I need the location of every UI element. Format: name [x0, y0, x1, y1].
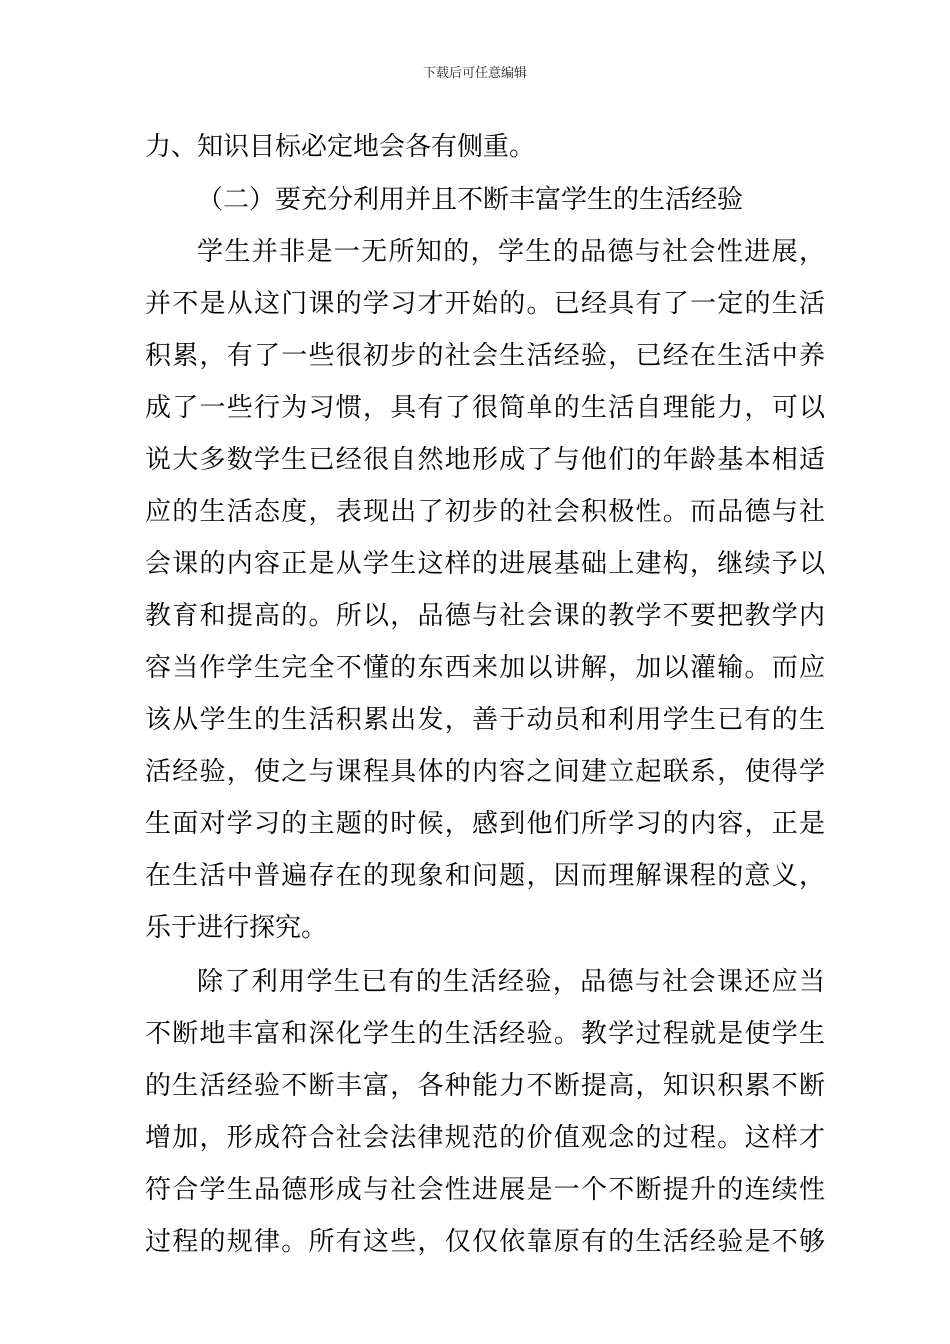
text-line: 生面对学习的主题的时候，感到他们所学习的内容，正是 — [145, 809, 825, 839]
text-line: 学生并非是一无所知的，学生的品德与社会性进展， — [197, 237, 825, 267]
text-line: 增加，形成符合社会法律规范的价值观念的过程。这样才 — [145, 1123, 825, 1153]
text-line: 符合学生品德形成与社会性进展是一个不断提升的连续性 — [145, 1175, 825, 1205]
text-line: 活经验，使之与课程具体的内容之间建立起联系，使得学 — [145, 757, 825, 787]
text-line: 说大多数学生已经很自然地形成了与他们的年龄基本相适 — [145, 445, 825, 475]
text-line: 力、知识目标必定地会各有侧重。 — [145, 132, 536, 162]
text-line: 除了利用学生已有的生活经验，品德与社会课还应当 — [197, 967, 825, 997]
text-line: 过程的规律。所有这些，仅仅依靠原有的生活经验是不够 — [145, 1227, 825, 1257]
text-line: 应的生活态度，表现出了初步的社会积极性。而品德与社 — [145, 497, 825, 527]
text-line: 会课的内容正是从学生这样的进展基础上建构，继续予以 — [145, 549, 825, 579]
text-line: 不断地丰富和深化学生的生活经验。教学过程就是使学生 — [145, 1019, 825, 1049]
text-line: 在生活中普遍存在的现象和问题，因而理解课程的意义， — [145, 861, 825, 891]
text-line: 教育和提高的。所以，品德与社会课的教学不要把教学内 — [145, 601, 825, 631]
page-header-note: 下载后可任意编辑 — [422, 66, 527, 81]
text-line: 容当作学生完全不懂的东西来加以讲解，加以灌输。而应 — [145, 653, 825, 683]
text-line: 该从学生的生活积累出发，善于动员和利用学生已有的生 — [145, 705, 825, 735]
text-line: 乐于进行探究。 — [145, 913, 328, 943]
text-line: 积累，有了一些很初步的社会生活经验，已经在生活中养 — [145, 341, 825, 371]
text-line: 的生活经验不断丰富，各种能力不断提高，知识积累不断 — [145, 1071, 825, 1101]
section-heading: （二）要充分利用并且不断丰富学生的生活经验 — [197, 185, 744, 215]
text-line: 成了一些行为习惯，具有了很简单的生活自理能力，可以 — [145, 393, 825, 423]
text-line: 并不是从这门课的学习才开始的。已经具有了一定的生活 — [145, 289, 825, 319]
